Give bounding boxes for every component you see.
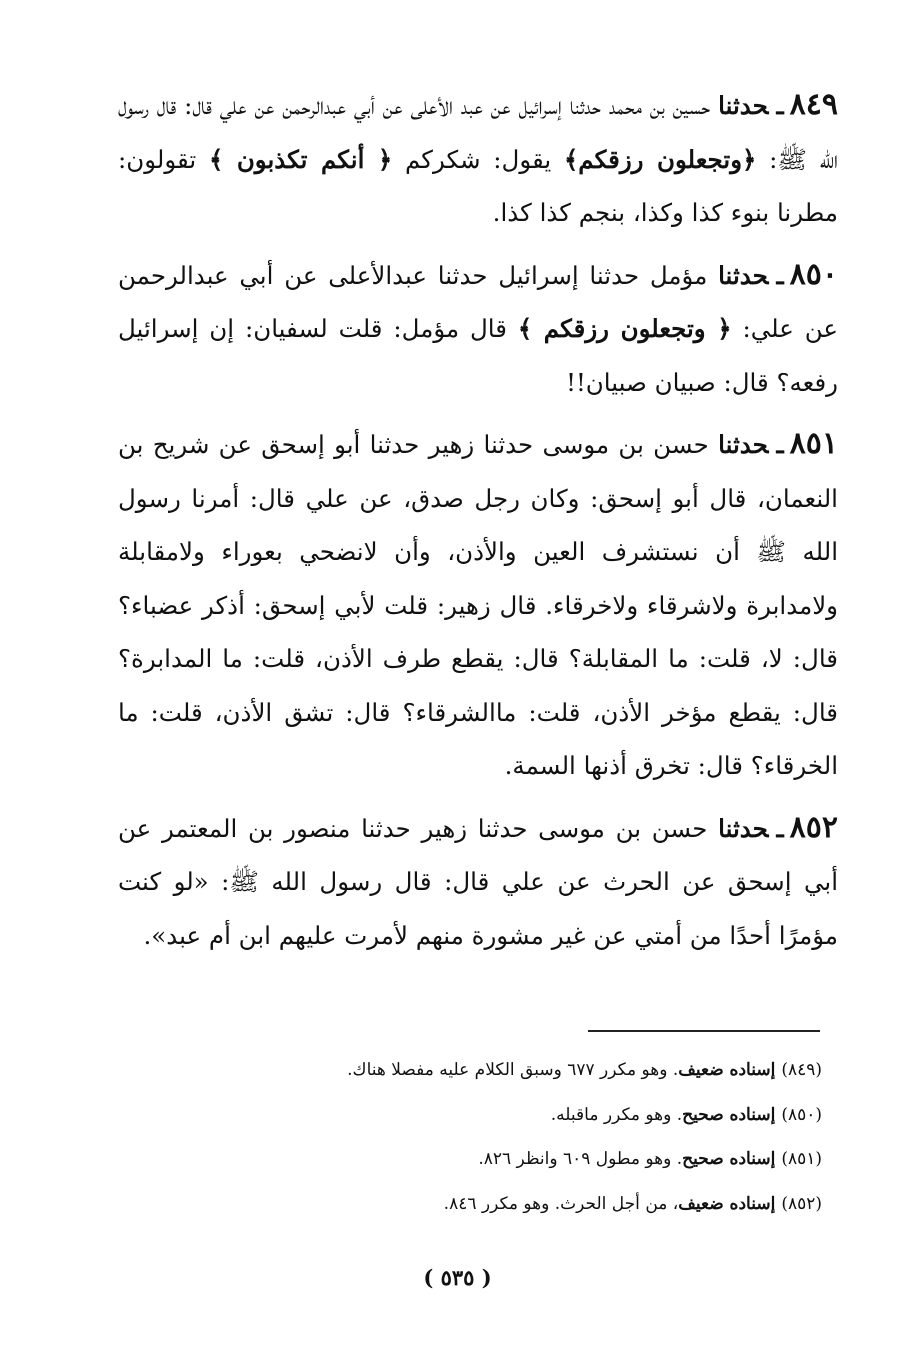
footnote-grade: إسناده ضعيف (678, 1060, 776, 1080)
hadith-lead: حدثنا (718, 91, 769, 120)
hadith-850: ٨٥٠ـحدثنا مؤمل حدثنا إسرائيل حدثنا عبدالأعلى عن أبي عبدالرحمن عن علي: ﴿ وتجعلون رزقكم ﴾ قال مؤمل: قلت لسفيان: إن إسرائيل رفعه؟ قال: صبيان صبيان!! (118, 256, 839, 397)
quran-quote: ﴿وتجعلون رزقكم﴾ (563, 144, 757, 174)
hadith-number: ٨٥٢ (789, 809, 838, 845)
footnote-number: (٨٤٩) (781, 1060, 822, 1080)
hadith-number: ٨٤٩ (789, 87, 839, 122)
hadith-849: ٨٤٩ـحدثنا حسين بن محمد حدثنا إسرائيل عن عبد الأعلى عن أبي عبدالرحمن عن علي قال: قال رسول الله ﷺ: ﴿وتجعلون رزقكم﴾ يقول: شكركم ﴿ أنكم تكذبون ﴾ تقولون: مطرنا بنوء كذا وكذا، بنجم كذا كذا. (118, 87, 839, 227)
footnote-text: . وهو مطول ٦٠٩ وانظر ٨٢٦. (478, 1149, 683, 1169)
hadith-lead: حدثنا (718, 813, 769, 843)
hadith-text: حسن بن موسى حدثنا زهير حدثنا منصور بن المعتمر عن أبي إسحق عن الحرث عن علي قال: قال رسول الله ﷺ: «لو كنت مؤمرًا أحدًا من أمتي عن غير مشورة منهم لأمرت عليهم ابن أم عبد». (118, 813, 838, 950)
page-number: ( ٥٣٥ ) (423, 1265, 492, 1290)
footnote-number: (٨٥٠) (781, 1104, 822, 1125)
hadith-number: ٨٥٠ (789, 256, 838, 292)
hadith-lead: حدثنا (718, 260, 769, 290)
hadith-text: حسن بن موسى حدثنا زهير حدثنا أبو إسحق عن شريح بن النعمان، قال أبو إسحق: وكان رجل صدق، عن علي قال: أمرنا رسول الله ﷺ أن نستشرف العين والأذن، وأن لانضحي بعوراء ولامقابلة ولامدابرة ولاشرقاء ولاخرقاء. قال زهير: قلت لأبي إسحق: أذكر عضباء؟ قال: لا، قلت: ما المقابلة؟ قال: يقطع طرف الأذن، قلت: ما المدابرة؟ قال: يقطع مؤخر الأذن، قلت: ماالشرقاء؟ قال: تشق الأذن، قلت: ما الخرقاء؟ قال: تخرق أذنها السمة. (118, 430, 838, 780)
hadith-text: مؤمل حدثنا إسرائيل حدثنا عبدالأعلى عن أبي عبدالرحمن عن علي: (118, 260, 839, 343)
hadith-852: ٨٥٢ـحدثنا حسن بن موسى حدثنا زهير حدثنا منصور بن المعتمر عن أبي إسحق عن الحرث عن علي قال: قال رسول الله ﷺ: «لو كنت مؤمرًا أحدًا من أمتي عن غير مشورة منهم لأمرت عليهم ابن أم عبد». (118, 809, 838, 950)
quran-quote: ﴿ أنكم تكذبون ﴾ (208, 144, 393, 174)
footnote-851 (240, 1137, 822, 1182)
hadith-number: ٨٥١ (789, 426, 838, 461)
hadith-851: ٨٥١ـحدثنا حسن بن موسى حدثنا زهير حدثنا أبو إسحق عن شريح بن النعمان، قال أبو إسحق: وكان رجل صدق، عن علي قال: أمرنا رسول الله ﷺ أن نستشرف العين والأذن، وأن لانضحي بعوراء ولامقابلة ولامدابرة ولاشرقاء ولاخرقاء. قال زهير: قلت لأبي إسحق: أذكر عضباء؟ قال: لا، قلت: ما المقابلة؟ قال: يقطع طرف الأذن، قلت: ما المدابرة؟ قال: يقطع مؤخر الأذن، قلت: ماالشرقاء؟ قال: تشق الأذن، قلت: ما الخرقاء؟ قال: تخرق أذنها السمة. (118, 426, 838, 780)
footnote-850 (240, 1093, 822, 1138)
footnotes (240, 1048, 822, 1226)
footnote-divider (588, 1030, 820, 1032)
footnote-grade: إسناده صحيح (682, 1104, 776, 1125)
quran-quote: ﴿ وتجعلون رزقكم ﴾ (517, 314, 732, 343)
footnote-grade: إسناده صحيح (682, 1149, 776, 1169)
footnote-text: ، من أجل الحرث. وهو مكرر ٨٤٦. (443, 1193, 679, 1214)
footnote-grade: إسناده ضعيف (678, 1193, 776, 1214)
footnote-849 (240, 1048, 822, 1093)
hadith-text: تقولون: مطرنا بنوء كذا وكذا، بنجم كذا كذا. (118, 144, 838, 227)
main-text (118, 78, 838, 970)
hadith-text: قال مؤمل: قلت لسفيان: إن إسرائيل رفعه؟ قال: صبيان صبيان!! (118, 314, 838, 397)
footnote-number: (٨٥١) (781, 1149, 822, 1169)
footnote-text: . وهو مكرر ٦٧٧ وسبق الكلام عليه مفصلا هناك. (347, 1060, 679, 1080)
footnote-text: . وهو مكرر ماقبله. (550, 1104, 683, 1125)
footnote-852 (240, 1182, 822, 1227)
hadith-text: يقول: شكركم (392, 144, 564, 174)
footnote-number: (٨٥٢) (781, 1193, 822, 1214)
hadith-text: حسين بن محمد حدثنا إسرائيل عن عبد الأعلى عن أبي عبدالرحمن عن علي قال: قال رسول الله ﷺ: (118, 91, 839, 174)
hadith-lead: حدثنا (718, 430, 769, 459)
